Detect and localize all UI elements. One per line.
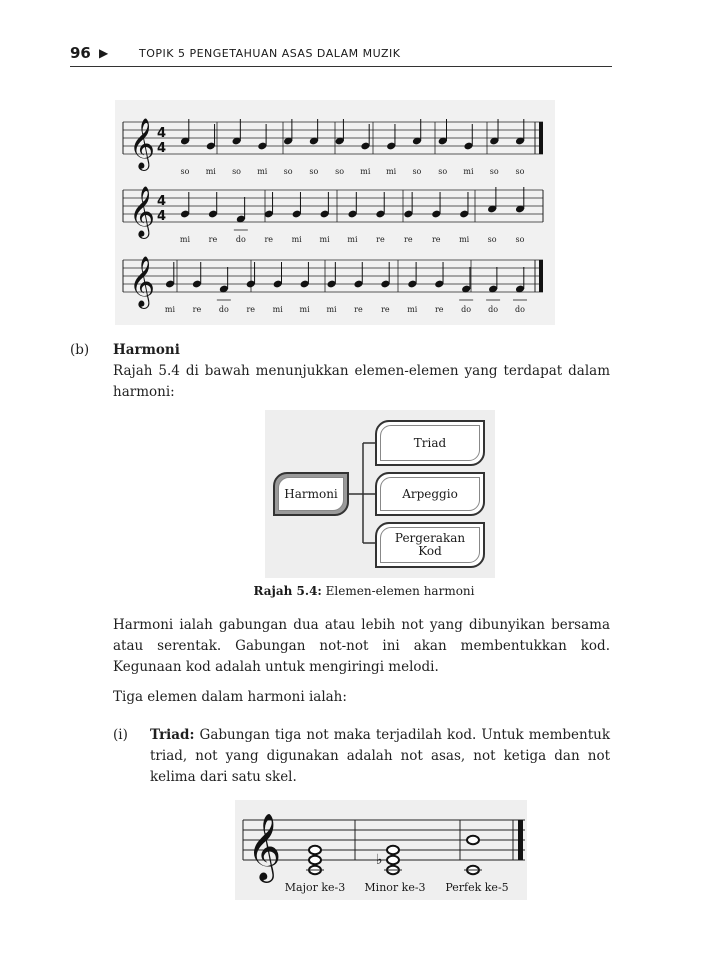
list-marker: (i) (113, 727, 128, 743)
solfege-syllable: so (335, 167, 345, 176)
diagram-branch-pergerakan-kod (375, 522, 485, 568)
solfege-syllable: do (461, 305, 472, 314)
solfege-syllable: so (489, 167, 499, 176)
solfege-syllable: mi (326, 305, 337, 314)
caption-text: Elemen-elemen harmoni (321, 584, 475, 598)
solfege-syllable: re (376, 235, 385, 244)
solfege-syllable: so (515, 235, 525, 244)
solfege-syllable: mi (319, 235, 330, 244)
solfege-syllable: re (264, 235, 274, 244)
solfege-syllable: do (218, 305, 229, 314)
solfege-syllable: mi (347, 235, 358, 244)
solfege-syllable: so (438, 167, 448, 176)
harmony-diagram (265, 410, 495, 578)
solfege-syllable: so (487, 235, 497, 244)
chord-label-minor: Minor ke-3 (364, 881, 426, 894)
chapter-title: TOPIK 5 PENGETAHUAN ASAS DALAM MUZIK (139, 47, 401, 60)
diagram-branch-label: Pergerakan Kod (380, 527, 480, 563)
solfege-syllable: mi (299, 305, 310, 314)
solfege-syllable: re (381, 305, 390, 314)
solfege-syllable: so (412, 167, 422, 176)
header-arrow-icon: ▶ (99, 46, 109, 60)
figure-caption (0, 584, 728, 598)
diagram-root-label: Harmoni (278, 477, 344, 511)
triad-staff-svg (235, 800, 527, 900)
section-intro: Rajah 5.4 di bawah menunjukkan elemen-elemen yang terdapat dalam harmoni: (113, 363, 610, 400)
diagram-root-box (273, 472, 349, 516)
solfege-syllable: do (515, 305, 525, 314)
diagram-branch-label: Arpeggio (380, 477, 480, 511)
treble-clef-icon: 𝄞 (247, 812, 282, 880)
solfege-syllable: mi (257, 167, 268, 176)
solfege-syllable: mi (386, 167, 397, 176)
treble-clef-icon: 𝄞 (129, 256, 156, 307)
section-label: (b) (70, 342, 90, 358)
solfege-syllable: re (192, 305, 202, 314)
diagram-branch-triad (375, 420, 485, 466)
solfege-syllable: so (283, 167, 293, 176)
chord-label-major: Major ke-3 (284, 881, 346, 894)
triad-chords-figure (235, 800, 527, 900)
solfege-syllable: mi (463, 167, 474, 176)
solfege-syllable: re (208, 235, 218, 244)
solfege-syllable: do (488, 305, 499, 314)
solfege-syllable: mi (205, 167, 216, 176)
treble-clef-icon: 𝄞 (129, 186, 156, 237)
solfege-syllable: so (515, 167, 525, 176)
solfege-syllable: re (434, 305, 444, 314)
list-text: Gabungan tiga not maka terjadilah kod. Untuk membentuk triad, not yang digunakan adalah not asas, not ketiga dan not kelima dari satu skel. (150, 727, 610, 785)
solfege-syllable: mi (360, 167, 371, 176)
solfege-syllable: re (246, 305, 256, 314)
header-divider (70, 66, 612, 67)
page-number: 96 (70, 44, 91, 62)
solfege-syllable: re (404, 235, 413, 244)
solfege-syllable: mi (164, 305, 176, 314)
time-signature-bottom: 4 (157, 209, 167, 224)
caption-label: Rajah 5.4: (253, 584, 322, 598)
list-term: Triad: (150, 727, 195, 743)
solfege-syllable: mi (272, 305, 283, 314)
solfege-syllable: re (354, 305, 363, 314)
time-signature-top: 4 (157, 194, 167, 209)
melody-notation-figure (115, 100, 555, 325)
solfege-syllable: mi (459, 235, 470, 244)
time-signature-top: 4 (157, 126, 167, 141)
solfege-syllable: mi (407, 305, 418, 314)
solfege-syllable: mi (291, 235, 302, 244)
melody-staff-svg (115, 100, 555, 325)
treble-clef-icon: 𝄞 (129, 118, 156, 169)
time-signature-bottom: 4 (157, 141, 167, 156)
section-heading: Harmoni (113, 342, 180, 358)
solfege-syllable: so (180, 167, 190, 176)
solfege-syllable: mi (179, 235, 191, 244)
paragraph-elements-intro: Tiga elemen dalam harmoni ialah: (113, 689, 347, 705)
paragraph-harmony-definition: Harmoni ialah gabungan dua atau lebih not yang dibunyikan bersama atau serentak. Gabungan not-not ini akan membentukkan kod. Kegunaan kod adalah untuk mengiringi melodi. (113, 617, 610, 675)
flat-icon: ♭ (376, 852, 383, 868)
solfege-syllable: re (431, 235, 441, 244)
diagram-branch-arpeggio (375, 472, 485, 516)
solfege-syllable: do (235, 235, 246, 244)
solfege-syllable: so (232, 167, 241, 176)
list-item-triad (150, 725, 610, 788)
chord-label-perfect: Perfek ke-5 (445, 881, 509, 894)
diagram-branch-label: Triad (380, 425, 480, 461)
solfege-syllable: so (309, 167, 319, 176)
